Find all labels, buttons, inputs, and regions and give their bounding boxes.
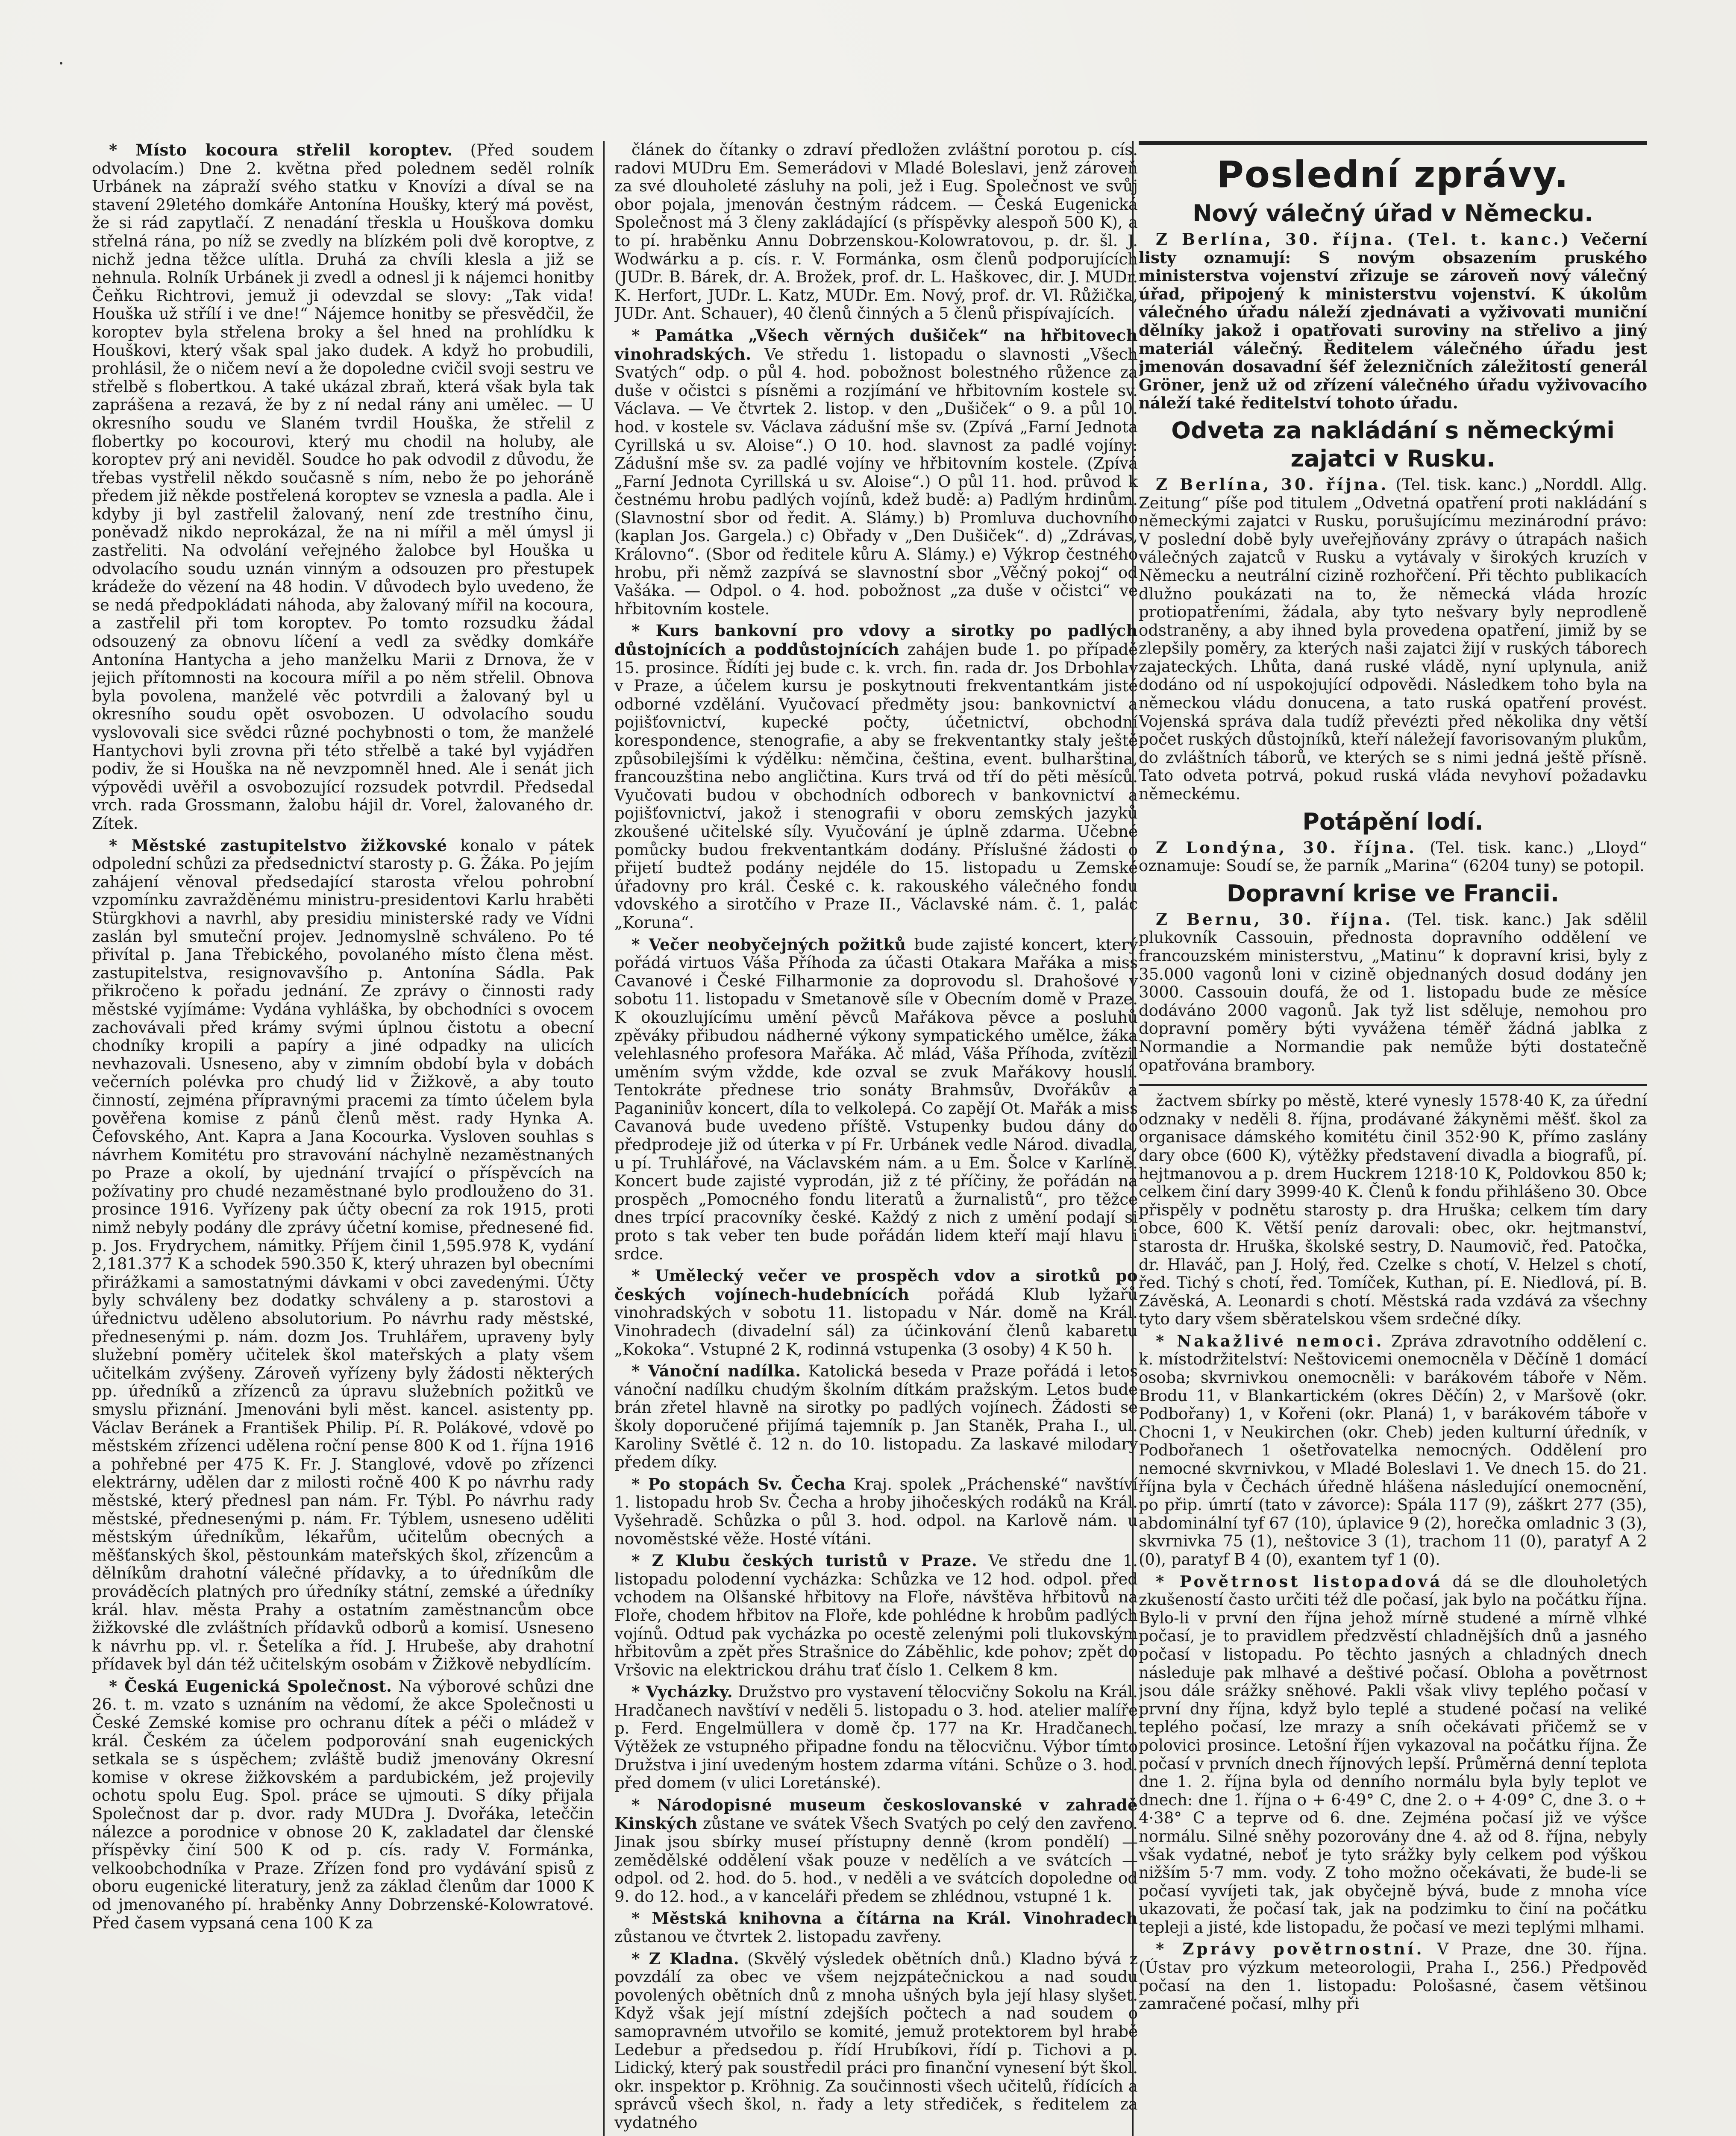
news-item-lead: * Městské zastupitelstvo žižkovské <box>109 836 447 855</box>
news-item-text: (Před soudem odvolacím.) Dne 2. května před polednem seděl rolník Urbánek na zápraží svého statku v Knovízi a díval se na stavení 29letého domkáře Antonína Houšky, který má pověst, že si rád zapytlačí. Z nenadání třeskla u Houškova domku střelná rána, po níž se zvedly na blízkém poli dvě koroptve, z nichž jedna těžce ulítla. Druhá za chvíli klesla a již se nehnula. Rolník Urbánek ji zvedl a odnesl ji k nájemci honitby Čeňku Richtrovi, jemuž ji odevzdal se slovy: „Tak vida! Houška už střílí i ve dne!“ Nájemce honitby se přesvědčil, že koroptev byla střelena broky a šel hned na prohlídku k Houškovi, který však spal jako dudek. A když ho probudili, prohlásil, že o ničem neví a že dopoledne cvičil svoji sestru ve střelbě s flobertkou. A také ukázal zbraň, která však byla tak zaprášena a rezavá, že by z ní nedal rány ani umělec. — U okresního soudu ve Slaném tvrdil Houška, že střelil z flobertky po kocourovi, který mu chodil na holuby, ale koroptev prý ani neviděl. Soudce ho pak odvodil z důvodu, že třebas vystřelil někdo současně s ním, nebo že po jehoráně předem již někde postřelená koroptev se vznesla a padla. Ale i kdyby ji byl zastřelil žalovaný, není zde trestního činu, poněvadž nikdo neprokázal, že na ni mířil a měl úmysl ji zastřeliti. Na odvolání veřejného žalobce byl Houška u odvolacího soudu uznán vinným a odsouzen pro přestupek krádeže do vězení na 48 hodin. V důvodech bylo uvedeno, že se nedá předpokládati náhoda, aby žalovaný mířil na kocoura, a zastřelil při tom koroptev. Po tomto rozsudku žádal odsouzený za obnovu líčení a vedl za svědky domkáře Antonína Hantycha a jeho manželku Marii z Drnova, že v jejich přítomnosti na kocoura mířil a po něm střelil. Obnova byla povolena, manželé věc potvrdili a žalovaný byl u okresního soudu opět osvobozen. U odvolacího soudu vyslovovali sice svědci různé pochybnosti o tom, že manželé Hantychovi byli zrovna při této střelbě a také byl vyjádřen podiv, že si Houška na ně nevzpomněl hned. Ale i senát jich výpovědi uvěřil a osvobozující rozsudek potvrdil. Předsedal vrch. rada Grossmann, žalobu hájil dr. Vorel, žalovaného dr. Zítek. <box>92 141 594 833</box>
news-item <box>1139 1332 1647 1569</box>
news-item-dateline: Z Berlína, 30. října. <box>1156 475 1389 494</box>
news-item-lead: * Večer neobyčejných požitků <box>632 935 906 954</box>
news-item <box>1139 1092 1647 1329</box>
section-title: Poslední zprávy. <box>1216 153 1569 196</box>
news-item-text: Ve středu dne 1. listopadu polodenní vycházka: Schůzka ve 12 hod. odpol. před vchodem na Olšanské hřbitovy na Floře, návštěva hřbitovů na Floře, chodem hřbitov na Floře, kde pohlédne k hrobům padlých vojínů. Odtud pak vycházka po ocestě zelenými poli tlukovským hřbitovům a zpět přes Strašnice do Záběhlic, kde pohov; zpět do Vršovic na elektrickou dráhu trať číslo 1. Celkem 8 km. <box>614 1552 1138 1679</box>
news-item-text: (Tel. tisk. kanc.) „Lloyd“ oznamuje: Soudí se, že parník „Marina“ (6204 tuny) se potopil. <box>1139 838 1647 875</box>
news-item <box>614 1362 1138 1472</box>
news-item-text: pořádá Klub lyžařů vinohradských v sobotu 11. listopadu v Nár. domě na Král. Vinohradech (divadelní sál) za účinkování členů kabaretu „Kokoka“. Vstupné 2 K, rodinná vstupenka (3 osoby) 4 K 50 h. <box>614 1285 1138 1358</box>
news-item-lead: * Z Klubu českých turistů v Praze. <box>632 1551 978 1570</box>
news-item-text: bude zajisté koncert, který pořádá virtuos Váša Příhoda za účasti Otakara Mařáka a miss Cavanové i České Filharmonie za doprovodu sl. Drahošové v sobotu 11. listopadu v Smetanově síle v Obecním domě v Praze. K okouzlujícímu umění pěvců Mařákova pěvce a posluhů zpěváky přibudou nádherné výkony sympatického umělce, žáka velehlasného profesora Mařáka. Ač mlád, Váša Příhoda, zvítězil uměním svým vždde, kde ozval se zvuk Mařákovy houslí. Tentokráte přednese trio sonáty Brahmsův, Dvořákův a Paganiniův koncert, díla to velkolepá. Co zapějí Ot. Mařák a miss Cavanová bude uvedeno příště. Vstupenky budou dány do předprodeje již od úterka v pí Fr. Urbánek vedle Národ. divadla, u pí. Truhlářové, na Václavském nám. a u Em. Šolce v Karlíně. Koncert bude zajisté vyprodán, již z té příčiny, že pořádán na prospěch „Pomocného fondu literatů a žurnalistů“, pro těžce dnes trpící pracovníky české. Každý z nich z umění podají si proto s tak veber ten bude pořádán lidem kteří mají hlavu i srdce. <box>614 935 1138 1263</box>
news-item-lead: * Po stopách Sv. Čecha <box>632 1474 846 1493</box>
news-item <box>92 836 594 1674</box>
news-item <box>1139 475 1647 804</box>
news-item-lead: * Z Kladna. <box>632 1949 740 1968</box>
news-item <box>614 1267 1138 1358</box>
column-divider-left <box>603 141 605 2136</box>
news-item <box>1139 230 1647 412</box>
news-item <box>614 1683 1138 1793</box>
news-item <box>614 1796 1138 1906</box>
section-rule <box>1139 1084 1647 1086</box>
news-item-text: Večerní listy oznamují: S novým obsazením pruského ministerstva vojenství zřizuje se zároveň nový válečný úřad, připojený k ministerstvu vojenství. K úkolům válečného úřadu náleží zjednávati a vyživovati muniční dělníky jakož i opatřovati suroviny na střelivo a jiný materiál válečný. Ředitelem válečného úřadu jest jmenován dosavadní šéf železničních záležitostí generál Gröner, jenž už od zřízení válečného úřadu vyživovacího náleží také ředitelství tohoto úřadu. <box>1139 230 1647 413</box>
latest-news-body <box>1139 200 1647 2013</box>
news-item-dateline: * Povětrnost listopadová <box>1156 1572 1443 1591</box>
news-item-lead: * Vánoční nadílka. <box>632 1361 801 1381</box>
news-item <box>1139 910 1647 1074</box>
news-item-dateline: Z Berlína, 30. října. (Tel. t. kanc.) <box>1156 230 1572 249</box>
top-rule <box>1139 141 1647 145</box>
news-item-text: Ve středu 1. listopadu o slavnosti „Všech Svatých“ odp. o půl 4. hod. pobožnost bolestného růžence za duše v očistci s písněmi a rozjímání ve hřbitovním kostele sv. Václava. — Ve čtvrtek 2. listop. v den „Dušiček“ o 9. a půl 10. hod. v kostele sv. Václava zádušní mše sv. (Zpívá „Farní Jednota Cyrillská u sv. Aloise“.) O 10. hod. slavnost za padlé vojíny: Zádušní mše sv. za padlé vojíny ve hřbitovním kostele. (Zpívá „Farní Jednota Cyrillská u sv. Aloise“.) O půl 11. hod. průvod k čestnému hrobu padlých vojínů, kdež budě: a) Padlým hrdinům. (Slavnostní sbor od ředit. A. Slámy.) b) Promluva duchovního (kaplan Jos. Gargela.) c) Obřady v „Den Dušiček“. d) „Zdrávas, Královno“. (Sbor od ředitele kůru A. Slámy.) e) Výkrop čestného hrobu, při němž zazpívá se slavnostní sbor „Věčný pokoj“ od Vašáka. — Odpol. o 4. hod. pobožnost „za duše v očistci“ ve hřbitovním kostele. <box>614 345 1138 618</box>
news-item <box>614 622 1138 932</box>
news-item <box>1139 1573 1647 1937</box>
news-item <box>614 1552 1138 1679</box>
news-item-lead: * Umělecký večer ve prospěch vdov a sirotků po českých vojínech-hudebnících <box>614 1266 1138 1304</box>
news-headline: Nový válečný úřad v Německu. <box>1193 200 1593 227</box>
column-middle <box>614 141 1138 2136</box>
news-item <box>614 1950 1138 2132</box>
news-item-dateline: Z Londýna, 30. října. <box>1156 838 1417 857</box>
news-item-dateline: Z Bernu, 30. října. <box>1156 910 1393 929</box>
news-item-text: V Praze, dne 30. října. (Ústav pro výzkum meteorologii, Praha I., 256.) Předpověď počasí na den 1. listopadu: Pološasné, časem většinou zamračené počasí, mlhy při <box>1139 1940 1647 2013</box>
news-item <box>1139 1940 1647 2013</box>
speck <box>60 62 62 65</box>
news-item-lead: * Městská knihovna a čítárna na Král. Vinohradech <box>632 1909 1138 1928</box>
news-item <box>614 936 1138 1264</box>
news-item-lead: * Česká Eugenická Společnost. <box>109 1676 392 1696</box>
news-item-text: Družstvo pro vystavení tělocvičny Sokolu na Král. Hradčanech navštíví v neděli 5. listopadu o 3. hod. atelier malíře p. Ferd. Engelmüllera v domě čp. 177 na Kr. Hradčanech. Výtěžek ze vstupného připadne fondu na tělocvičnu. Výbor tímto Družstva i jiní uvedeným hostem zdarma vítáni. Schůze o 3. hod. před domem (v ulici Loretánské). <box>614 1683 1138 1793</box>
news-item-text: Kraj. spolek „Práchenské“ navštíví 1. listopadu hrob Sv. Čecha a hroby jihočeských rodáků na Král. Vyšehradě. Schůzka o půl 3. hod. odpol. na Karlově nám. u novoměstské věže. Hosté vítáni. <box>614 1475 1138 1548</box>
news-item-text: dá se dle dlouholetých zkušeností často určiti též dle počasí, jak bylo na počátku října. Bylo-li v první den října jehož mírně studené a mírně vlhké počasí, je to pravidlem předzvěstí chladnějších dnů a jasného počasí v listopadu. Po těchto jasných a chladných dnech následuje pak mlhavé a deštivé počasí. Obloha a povětrnost jsou dále srážky sněhové. Pakli však vlivy teplého počasí v první dny října, když bylo teplé a studené počasí na veliké teplého počasí, lze mrazy a sníh očekávati přičemž se v polovici prosince. Letošní říjen vykazoval na počátku října. Že počasí v prvních dnech říjnových lepší. Průměrná denní teplota dne 1. 2. října byla od denního normálu byla byly teplot ve dnech: dne 1. října o + 6·49° C, dne 2. o + 4·09° C, dne 3. o + 4·38° C a teprve od 6. dne. Zejména počasí již ve výšce normálu. Silné sněhy pozorovány dne 4. až od 8. října, nebyly však vydatné, neboť je tyto srážky byly celkem pod výškou nižším 5·7 mm. vody. Z toho možno očekávati, že bude-li se počasí vyvíjeti tak, jak obyčejně bývá, bude z mnoha více ukazovati, že počasí tak, jak na podzimku to činí na počátku tepleji a jisté, kde listopadu, že počasí ve mezi teplými mlhami. <box>1139 1572 1647 1936</box>
news-headline: Dopravní krise ve Francii. <box>1226 880 1560 907</box>
news-item <box>614 1909 1138 1946</box>
news-item-lead: * Místo kocoura střelil koroptev. <box>109 141 453 159</box>
news-item-text: žactvem sbírky po městě, které vynesly 1578·40 K, za úřední odznaky v neděli 8. října, prodávané žákyněmi měšť. škol za organisace dámského komitétu činil 352·90 K, přímo zaslány dary obce (600 K), výtěžky představení divadla a biografů, pí. hejtmanovou a p. drem Huckrem 1218·10 K, Poldovkou 850 k; celkem činí dary 3999·40 K. Členů k fondu přihlášeno 30. Obce přispěly v podnětu starosty p. dra Hruška; celkem tím dary obce, 600 K. Větší peníz darovali: obec, okr. hejtmanství, starosta dr. Hruška, školské sestry, D. Naumovič, řed. Patočka, dr. Hlaváč, pan J. Holý, řed. Czelke s chotí, V. Helzel s chotí, řed. Tichý s chotí, řed. Tomíček, Kuthan, pí. E. Niedlová, pí. B. Závěská, A. Leonardi s chotí. Městská rada vzdává za všechny tyto dary všem sběratelskou všem srdečné díky. <box>1139 1091 1647 1329</box>
news-headline: Odveta za nakládání s německými zajatci v Rusku. <box>1171 417 1615 472</box>
news-item-text: konalo v pátek odpolední schůzi za předsednictví starosty p. G. Žáka. Po jejím zahájení věnoval předsedající starosta vřelou pohrobní vzpomínku zavražděnému ministru-presidentovi Karlu hraběti Stürgkhovi a navrhl, aby presidiu ministerské rady ve Vídni zaslán byl smuteční projev. Jednomyslně schváleno. Po té přivítal p. Jana Třebického, povolaného místo člena měst. zastupitelstva, resignovavšího p. Antonína Sádla. Pak přikročeno k pořadu jednání. Ze zprávy o činnosti rady městské vyjímáme: Vydána vyhláška, by obchodníci s ovocem zachovávali před krámy svými úplnou čistotu a obecní chodníky kropili a papíry a jiné odpadky na ulicích nevhazovali. Usneseno, aby v zimním období byla v dobách večerních polévka pro chudý lid v Žižkově, a aby touto činností, zejména přípravnými pracemi za tímto účelem byla pověřena komise z pánů členů měst. rady Hynka A. Čefovského, Ant. Kapra a Jana Kocourka. Vysloven souhlas s návrhem Komitétu pro stravování náchylně nezaměstnaných po Praze a okolí, by ujednání trvající o příspěvcích na požívatiny pro chudé nezaměstnané bylo prodlouženo do 31. prosince 1916. Vyřízeny pak účty obecní za rok 1915, proti nimž nebyly podány dle zprávy účetní komise, přednesené fid. p. Jos. Frydrychem, námitky. Příjem činil 1,595.978 K, vydání 2,181.377 K a schodek 590.350 K, který uhrazen byl obecními přirážkami a samostatnými dávkami v obci zavedenými. Účty byly schváleny bez dodatky schváleny a p. starostovi a úřednictvu uděleno absolutorium. Po návrhu rady městské, přednesenými p. nám. dozm Jos. Truhlářem, upraveny byly služební poměry učitelek škol mateřských a platy všem učitelkám zvýšeny. Zároveň vyřízeny byly žádosti některých pp. úředníků a zřízenců za úpravu služebních požitků ve smyslu přiznání. Jmenováni byli měst. kancel. asistenty pp. Václav Beránek a František Philip. Pí. R. Polákové, vdově po městském zřízenci udělena roční pense 800 K od 1. října 1916 a pohřebné per 475 K. Fr. J. Stanglové, vdově po zřízenci elektrárny, udělen dar z milosti ročně 400 K po návrhu rady městské, který přednesl pan nám. Fr. Týbl. Po návrhu rady městské, přednesenými p. nám. Fr. Týblem, usneseno uděliti městským úředníkům, lékařům, učitelům obecných a měšťanských škol, pěstounkám mateřských škol, zřízencům a dělníkům drahotní válečné přídavky, a to úředníkům dle prováděcích platných pro úředníky státní, zemské a úředníky král. hlav. města Prahy a ostatním zaměstnancům obce žižkovské dle zvláštních přídavků odborů a komisí. Usneseno k návrhu pp. vl. r. Šetelíka a říd. J. Hrubeše, aby drahotní přídavek byl dán též učitelským osobám v Žižkově nebydlícím. <box>92 836 594 1674</box>
news-item-text: zůstanou ve čtvrtek 2. listopadu zavřeny. <box>614 1928 942 1946</box>
news-item-lead: * Národopisné museum českoslovanské v zahradě Kinských <box>614 1795 1138 1833</box>
news-item-text: (Tel. tisk. kanc.) „Norddl. Allg. Zeitung“ píše pod titulem „Odvetná opatření proti nakládání s německými zajatci v Rusku, porušujícímu mezinárodní právo: V poslední době byly uveřejňovány zprávy o útrapách našich válečných zajatců v Rusku a vytávaly v širokých kruzích v Německu a neutrální cizině rozhořčení. Při těchto publikacích dlužno poukázati na to, že německá vláda hrozíc protiopatřeními, žádala, aby tyto nešvary byly neprodleně odstraněny, a aby ihned byla provedena opatření, jimiž by se zlepšily poměry, za kterých naši zajatci žijí v ruských táborech zajateckých. Lhůta, daná ruské vládě, nyní uplynula, aniž dodáno od ní uspokojující odpovědi. Následkem toho byla na německou vládu donucena, a tato ruská opatření provést. Vojenská správa dala tudíž převézti před několika dny větší počet ruských důstojníků, kteří náležejí favorisovaným plukům, do zvláštních táborů, ve kterých se s nimi jedná ještě přísně. Tato odveta potrvá, pokud ruská vláda nevyhoví požadavku německému. <box>1139 475 1647 804</box>
news-item <box>92 1677 594 1932</box>
news-headline: Potápění lodí. <box>1302 808 1483 835</box>
news-item <box>1139 839 1647 875</box>
news-item <box>614 326 1138 619</box>
column-left <box>92 141 594 2136</box>
news-item-lead: * Památka „Všech věrných dušiček“ na hřbitovech vinohradských. <box>614 326 1138 364</box>
news-item-text: (Tel. tisk. kanc.) Jak sdělil plukovník Cassouin, přednosta dopravního oddělení ve francouzském ministerstvu, „Matinu“ k dopravní krisi, byly z 35.000 vagonů loni v cizině objednaných dosud dodány jen 3000. Cassouin doufá, že od 1. listopadu bude ze měsíce dodáváno 2000 vagonů. Jak tyž list sděluje, nemohou pro dopravní poměry býti vyvážena téměř žádná jablka z Normandie a Normandie pak nemůže býti dostatečně opatřována brambory. <box>1139 910 1647 1074</box>
news-item-text: Zpráva zdravotního oddělení c. k. místodržitelství: Neštovicemi onemocněla v Děčíně 1 domácí osoba; skvrnivkou onemocněli: v barákovém táboře v Něm. Brodu 11, v Blankartickém (okres Děčín) 2, v Maršově (okr. Podbořany) 1, v Kořeni (okr. Planá) 1, v barákovém táboře v Chocni 1, v Neukirchen (okr. Cheb) jeden kulturní úředník, v Podbořanech 1 ošetřovatelka nemocných. Oddělení pro nemocné skvrnivkou, v Mladé Boleslavi 1. Ve dnech 15. do 21. října byla v Čechách úředně hlášena následující onemocnění, po přip. úmrtí (tato v závorce): Spála 117 (9), záškrt 277 (35), abdominální tyf 67 (10), úplavice 9 (2), horečka omladnic 3 (3), skvrnivka 75 (1), neštovice 3 (1), trachom 11 (0), paratyf A 2 (0), paratyf B 4 (0), exantem tyf 1 (0). <box>1139 1332 1647 1569</box>
news-item-lead: * Kurs bankovní pro vdovy a sirotky po padlých důstojnících a poddůstojnících <box>614 621 1138 659</box>
news-item-text: článek do čítanky o zdraví předložen zvláštní porotou p. cís. radovi MUDru Em. Semerádovi v Mladé Boleslavi, jenž zároveň za své dlouholeté zásluhy na poli, jež i Eug. Společnost ve svůj obor pojala, jmenován čestným rádcem. — Česká Eugenická Společnost má 3 členy zakládající (s příspěvky alespoň 500 K), a to pí. hraběnku Annu Dobrzenskou-Kolowratovou, p. dr. šl. J. Wodwárku a p. cís. r. V. Formánka, osm členů podporujících (JUDr. B. Bárek, dr. A. Brožek, prof. dr. L. Haškovec, dir. J. MUDr. K. Herfort, JUDr. L. Katz, MUDr. Em. Nový, prof. dr. Vl. Růžička, JUDr. Ant. Schauer), 40 členů činných a 5 členů přispívajících. <box>614 141 1138 323</box>
news-item <box>614 141 1138 323</box>
news-item-text: Katolická beseda v Praze pořádá i letos vánoční nadílku chudým školním dítkám pražským. Letos bude brán zřetel hlavně na sirotky po padlých vojínech. Žádosti se školy doporučené přijímá tajemník p. Jan Staněk, Praha I., ul. Karoliny Světlé č. 12 n. do 10. listopadu. Za laskavé milodary předem díky. <box>614 1362 1138 1472</box>
news-item-text: (Skvělý výsledek obětních dnů.) Kladno bývá z povzdálí za obec ve všem nejzpátečnickou a nad soudu povolených obětních dnů z mnoha ušných byla její hlasy slyšet. Když však její místní zdejších počtech a nad soudem o samopravném utvořilo se komité, jemuž protektorem byl hrabě Ledebur a předsedou p. řídí Hrubíkovi, řídí p. Tichovi a p. Lidický, který pak soustředil práci pro finanční vynesení být škol. okr. inspektor p. Kröhnig. Za součinnosti všech učitelů, řídících a správců všech škol, n. řady a lety střediček, s ředitelem za vydatného <box>614 1949 1138 2132</box>
column-right-latest-news <box>1139 141 1647 2136</box>
news-item-text: Na výborové schůzi dne 26. t. m. vzato s uznáním na vědomí, že akce Společnosti u České Zemské komise pro ochranu dítek a péči o mládež v král. Českém za účelem podporování snah eugenických setkala se s úspěchem; zvláště budiž jmenovány Okresní komise v okrese žižkovském a pardubickém, jež projevily ochotu spolu Eug. Spol. práce se ujmouti. S díky přijala Společnost dar p. dvor. rady MUDra J. Dvořáka, leteččin nálezce a porodnice v obnose 20 K, zakladatel dar členské příspěvky činí 500 K od p. cís. rady V. Formánka, velkoobchodníka v Praze. Zřízen fond pro vydávání spisů z oboru eugenické literatury, jenž za základ členům dar 1000 K od jmenovaného pí. hraběnky Anny Dobrzenské-Kolowratové. Před časem vypsaná cena 100 K za <box>92 1677 594 1932</box>
news-item <box>92 141 594 833</box>
news-item-lead: * Vycházky. <box>632 1682 733 1702</box>
news-item-text: zůstane ve svátek Všech Svatých po celý den zavřeno. Jinak jsou sbírky museí přístupny denně (krom pondělí) — zemědělské oddělení však pouze v nedělích a ve svátcích — odpol. od 2. hod. do 5. hod., v neděli a ve svátcích dopoledne od 9. do 12. hod., a v kanceláři předem se zhlédnou, vstupné 1 k. <box>614 1814 1138 1906</box>
news-item-dateline: * Nakažlivé nemoci. <box>1156 1331 1384 1350</box>
news-item-dateline: * Zprávy povětrnostní. <box>1156 1939 1425 1959</box>
news-item <box>614 1475 1138 1548</box>
news-item-text: zahájen bude 1. po případě 15. prosince. Řídíti jej bude c. k. vrch. fin. rada dr. Jos Drbohlav v Praze, a účelem kursu je poskytnouti frekventantkám jisté odborné vzdělání. Vyučovací předměty jsou: bankovnictví a pojišťovnictví, kupecké počty, účetnictví, obchodní korespondence, stenografie, a aby se frekventantky staly ještě způsobilejšími k výdělku: němčina, čeština, event. bulharština, francouzština nebo angličtina. Kurs trvá od tří do pěti měsíců. Vyučovati budou v obchodních odborech v bankovnictví a pojišťovnictví, jakož i stenografii v oboru zemských jazyků zkoušené učitelské síly. Vyučování je úplně zdarma. Učebné pomůcky budou frekventantkám dodány. Příslušné žádosti o přijetí budtež podány nejdéle do 15. listopadu u Zemské úřadovny pro král. České c. k. rakouského válečného fondu vdovského a sirotčího v Praze II., Václavské nám. č. 1, palác „Koruna“. <box>614 640 1138 932</box>
